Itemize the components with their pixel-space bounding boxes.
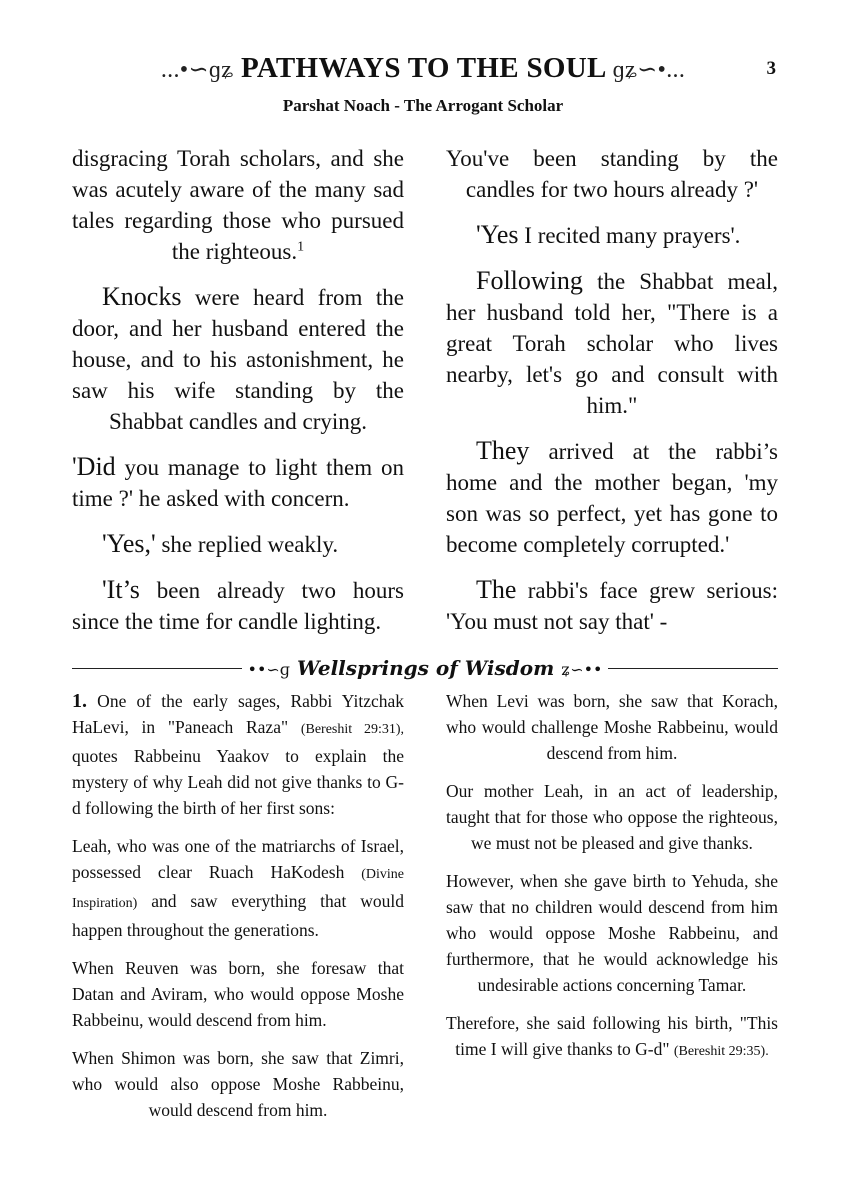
paragraph [446, 574, 778, 637]
notes-column-right [446, 688, 778, 1135]
footnote-paragraph [446, 688, 778, 766]
footnote-paragraph [446, 868, 778, 998]
main-text [72, 143, 778, 651]
paragraph-lead: 'Yes,' [102, 529, 156, 558]
footnote-paragraph [72, 833, 404, 943]
title-text: PATHWAYS TO THE SOUL [240, 52, 606, 84]
ornament-left-icon: ••∽ɡ [247, 660, 291, 679]
page-number: 3 [766, 58, 776, 79]
paragraph-lead: They [476, 436, 530, 465]
footnote-paragraph [72, 1045, 404, 1123]
page-subtitle: Parshat Noach - The Arrogant Scholar [282, 96, 564, 115]
paragraph-lead: 'Yes [476, 220, 519, 249]
paragraph [72, 143, 404, 267]
footnotes [72, 688, 778, 1135]
ornament-right-icon: ɡʑ∽•... [612, 57, 686, 83]
paragraph-text: arrived at the rabbi’s home and the mother began, 'my son was so perfect, yet has gone to become completely corrupted.' [446, 439, 778, 557]
ornament-left-icon: ...•∽ɡʑ [160, 57, 234, 83]
paragraph [446, 435, 778, 560]
footnote-marker[interactable]: 1 [297, 239, 305, 255]
paragraph-lead: Knocks [102, 282, 182, 311]
footnote-paragraph [72, 688, 404, 821]
paragraph [72, 451, 404, 514]
paragraph-text: disgracing Torah scholars, and she was acutely aware of the many sad tales regarding those who pursued the righteous. [72, 146, 404, 264]
footnote-number: 1. [72, 690, 87, 712]
paragraph-text: rabbi's face grew serious: 'You must not say that' - [446, 578, 778, 634]
citation: (Divine Inspiration) [72, 867, 404, 911]
footnote-text: When Shimon was born, she saw that Zimri, who would also oppose Moshe Rabbeinu, would descend from him. [72, 1048, 404, 1120]
paragraph-text: You've been standing by the candles for two hours already ?' [446, 146, 778, 202]
footnote-text: One of the early sages, Rabbi Yitzchak HaLevi, in "Paneach Raza" [72, 691, 404, 737]
ornament-right-icon: ʑ∽•• [561, 660, 603, 679]
section-divider [72, 656, 778, 680]
paragraph-text: she replied weakly. [155, 532, 339, 557]
paragraph [72, 281, 404, 437]
paragraph-lead: 'Did [72, 452, 116, 481]
footnote-text: and saw everything that would happen throughout the generations. [72, 891, 404, 940]
main-column-right [446, 143, 778, 651]
footnote-text: quotes Rabbeinu Yaakov to explain the mystery of why Leah did not give thanks to G-d following the birth of her first sons: [72, 746, 404, 818]
paragraph-text: been already two hours since the time for candle lighting. [72, 578, 404, 634]
footnote-text: When Levi was born, she saw that Korach, who would challenge Moshe Rabbeinu, would descend from him. [446, 691, 778, 763]
divider-label [242, 656, 609, 680]
paragraph-lead: Following [476, 266, 583, 295]
footnote-text: Therefore, she said following his birth, "This time I will give thanks to G-d" [446, 1013, 778, 1059]
page-header [0, 50, 846, 86]
citation: (Bereshit 29:31), [300, 722, 405, 737]
paragraph [446, 143, 778, 205]
divider-line [608, 668, 778, 669]
paragraph-lead: 'It’s [102, 575, 140, 604]
paragraph-lead: The [476, 575, 517, 604]
paragraph [72, 528, 404, 560]
footnote-text: However, when she gave birth to Yehuda, she saw that no children would descend from him who would oppose Moshe Rabbeinu, and furthermore, that he would acknowledge his undesirable actions concerning Tamar. [446, 871, 778, 995]
paragraph-text: were heard from the door, and her husband entered the house, and to his astonishment, he saw his wife standing by the Shabbat candles and crying. [72, 285, 404, 434]
citation: (Bereshit 29:35). [673, 1044, 769, 1059]
footnote-text: Our mother Leah, in an act of leadership, taught that for those who oppose the righteous, we must not be pleased and give thanks. [446, 781, 778, 853]
footnote-paragraph [446, 778, 778, 856]
paragraph-text: you manage to light them on time ?' he asked with concern. [72, 455, 404, 511]
paragraph [446, 265, 778, 421]
divider-line [72, 668, 242, 669]
footnote-paragraph [446, 1010, 778, 1065]
footnote-paragraph [72, 955, 404, 1033]
paragraph [446, 219, 778, 251]
footnote-text: Leah, who was one of the matriarchs of Israel, possessed clear Ruach HaKodesh [72, 836, 404, 882]
divider-title: Wellsprings of Wisdom [297, 656, 555, 680]
paragraph [72, 574, 404, 637]
paragraph-text: I recited many prayers'. [518, 223, 741, 248]
main-column-left [72, 143, 404, 651]
page-title [0, 50, 846, 88]
paragraph-text: the Shabbat meal, her husband told her, "There is a great Torah scholar who lives nearby, let's go and consult with him." [446, 269, 778, 418]
footnote-text: When Reuven was born, she foresaw that Datan and Aviram, who would oppose Moshe Rabbeinu, would descend from him. [72, 958, 404, 1030]
title-row [0, 50, 846, 86]
notes-column-left [72, 688, 404, 1135]
